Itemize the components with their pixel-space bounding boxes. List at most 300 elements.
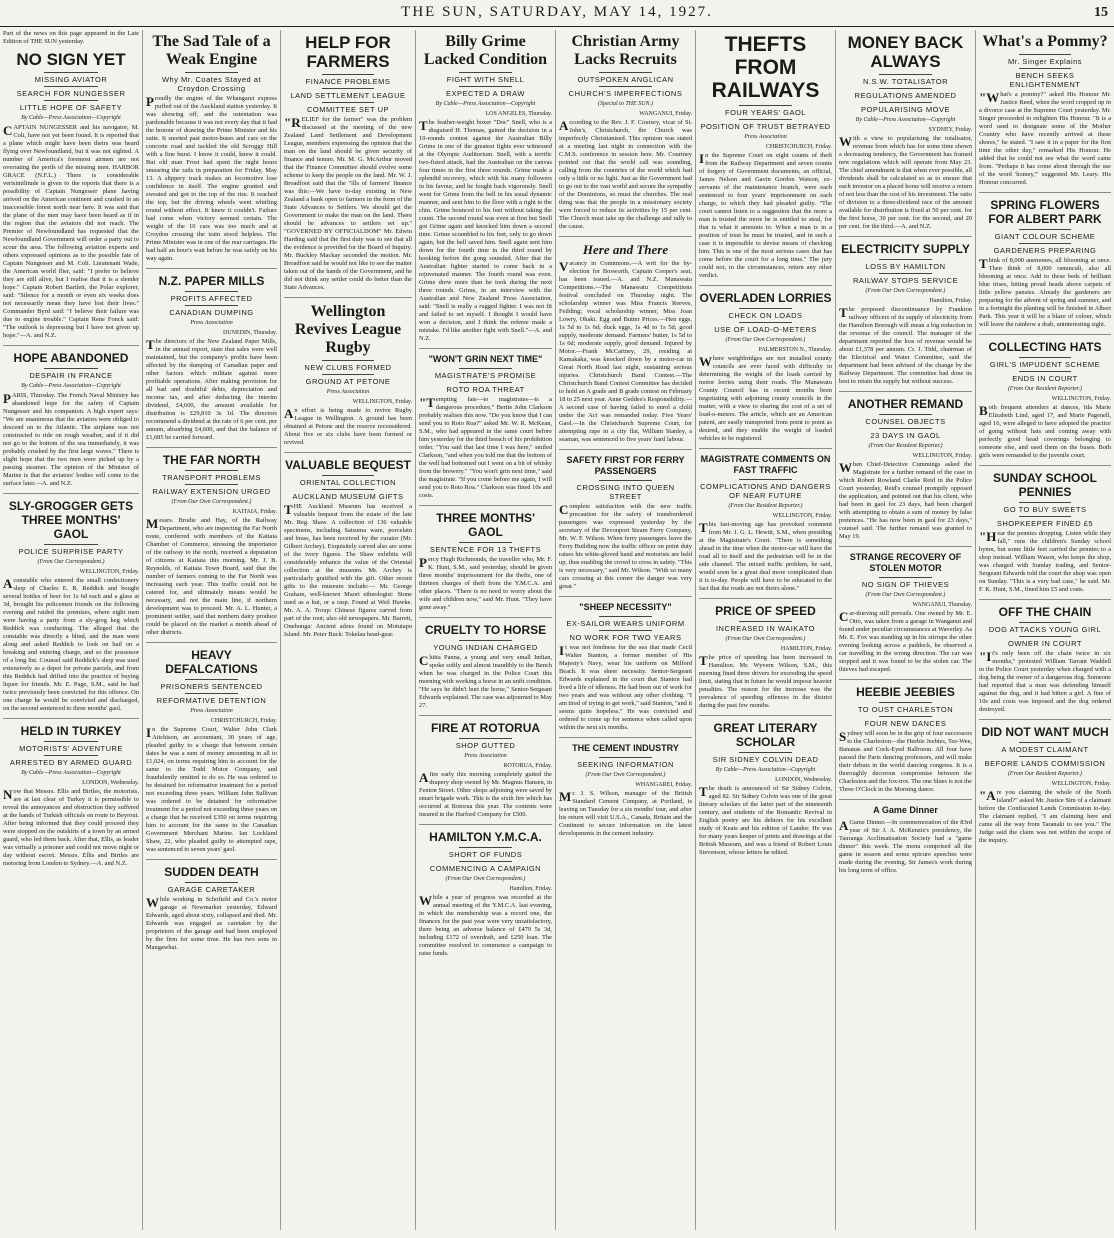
article-byline: Press Association bbox=[744, 134, 787, 140]
article-dateline: WELLINGTON, Friday. bbox=[912, 453, 972, 459]
article bbox=[979, 725, 1111, 850]
article-body: "Hear the pennies dropping. Listen while they fall," runs the children's Sunday school hymn, but some little feet carried the pennies to a shop instead. William Wason, who keeps the shop, was charged with Sunday trading, and Senior-Sergeant Edwards told the court the shop was open on Sunday. "This is a very bad case," he said. Mr. F. K. Hunt, S.M., fined him £5 and costs. bbox=[979, 529, 1111, 593]
article-subhead: OWNER IN COURT bbox=[1008, 639, 1082, 648]
article-body: "Are you claiming the whole of the North Island?" asked Mr. Justice Sim of a claimant before the Confiscated Lands Commission to-day. The claimant replied, "I am claiming here and came all the way from Taranaki to see you." The Judge said the claim was not within the scope of the inquiry. bbox=[979, 788, 1111, 844]
divider-rule bbox=[322, 475, 373, 476]
divider-rule bbox=[44, 100, 98, 101]
article-subhead: POLICE SURPRISE PARTY bbox=[18, 547, 124, 556]
article-subhead: USE OF LOAD-O-METERS bbox=[714, 325, 817, 334]
divider-rule bbox=[599, 616, 652, 617]
article bbox=[3, 724, 139, 873]
divider-rule bbox=[879, 428, 932, 429]
article-headline: GREAT LITERARY SCHOLAR bbox=[713, 721, 818, 749]
divider-rule bbox=[879, 102, 932, 103]
divider-rule bbox=[185, 305, 237, 306]
article-headline: Billy Grime Lacked Condition bbox=[423, 33, 548, 68]
article-subhead: RAILWAY EXTENSION URGED bbox=[152, 487, 271, 496]
article-byline: (From Our Resident Reporter.) bbox=[868, 443, 943, 449]
article-dateline: CHRISTCHURCH, Friday. bbox=[765, 144, 832, 150]
article bbox=[839, 397, 972, 547]
article-body: PARIS, Thursday. The French Naval Ministry has abandoned hope for the safety of Captain Nungesser and his companion. A high expert says: "We are unanimous that the aviators were obliged to descend on to the Atlantic. The airplane was not constructed to ride on rough weather, and if it did not go to the bottom of the sea immediately, it was probably crushed by the first large waves." There is slight hope that the two men were picked up by a passing steamer. The opinion of the Minister of Marine is that the aviators' bodies will come to the surface later.—A. and N.Z. bbox=[3, 391, 139, 487]
article-subhead: A MODEST CLAIMANT bbox=[1001, 745, 1089, 754]
article-subhead: NO WORK FOR TWO YEARS bbox=[569, 633, 682, 642]
article-subhead: SHOP GUTTED bbox=[455, 741, 516, 750]
article-headline: HOPE ABANDONED bbox=[13, 351, 129, 365]
divider-rule bbox=[185, 679, 237, 680]
article-subhead: Mr. Singer Explains bbox=[1007, 57, 1083, 66]
article-headline: "SHEEP NECESSITY" bbox=[579, 602, 672, 612]
article-body: Now that Messrs. Ellis and Birtles, the motorists, are at last clear of Turkey it is permissible to reveal the annoyances and obstruction they suffered at the hands of Turkish officials en route to Beyrout. After being informed that they could proceed they were stopped on the outskirts of a town by an armed guard, who led them back. After that, Ellis, as leader was virtually a prisoner and could not move night or day without escort. Messrs. Ellis and Birtles are motoring from London to Sydney.—A. and N.Z. bbox=[3, 787, 139, 867]
article-headline: Here and There bbox=[582, 242, 669, 257]
divider-rule bbox=[1019, 243, 1072, 244]
divider-rule bbox=[44, 86, 98, 87]
article-subhead: RAILWAY STOPS SERVICE bbox=[853, 276, 958, 285]
article-headline: DID NOT WANT MUCH bbox=[981, 725, 1109, 739]
article-dateline: ROTORUA, Friday. bbox=[503, 763, 552, 769]
page-number: 15 bbox=[1094, 5, 1108, 20]
article bbox=[979, 605, 1111, 720]
article-headline: HAMILTON Y.M.C.A. bbox=[429, 830, 542, 844]
article-subhead: COMMITTEE SET UP bbox=[306, 105, 390, 114]
column-intro: Part of the news on this page appeared in the Late Edition of THE SUN yesterday. bbox=[3, 30, 139, 45]
article-subhead: COMMENCING A CAMPAIGN bbox=[429, 864, 542, 873]
article-headline: HEEBIE JEEBIES bbox=[856, 685, 955, 699]
article-dateline: LONDON, Wednesday. bbox=[82, 780, 139, 786]
article-headline: STRANGE RECOVERY OF STOLEN MOTOR bbox=[849, 552, 962, 573]
article-subhead: POPULARISING MOVE bbox=[861, 105, 950, 114]
article-headline: ELECTRICITY SUPPLY bbox=[841, 242, 970, 256]
article bbox=[419, 511, 552, 618]
divider-rule bbox=[185, 882, 237, 883]
article-body: Afire early this morning completely gutted the drapery shop owned by Mr. Magnus Hansen, in Fenton Street. Other shops adjoining were saved by smart brigade work. This is the sixth fire which has occurred at Rotorua this year. The contents were insured in the Harford Company for £500. bbox=[419, 770, 552, 818]
article bbox=[979, 340, 1111, 466]
column-5 bbox=[555, 30, 695, 1230]
article-body: Proudly the engine of the Whangarei express puffed out of the Auckland station yesterday. It was showing off, and the ostentation was pardonable because it was not every day that it had the honour of drawing the Prime Minister and his suite. It snorted past motor-buses and cars on the concrete road and tackled the old Scroggy Hill with a fine burst. I know it could, knew it could. But old man Frost had spent the night hours smearing the rails in preparation for Friday, May 13. A slippery track makes an locomotive lose confidence in itself. The engine grunted and sweated and got to the top of the rise. It reached the top, but the driving wheels went whirling round without effect. It knew it couldn't. Failure had come when victory seemed certain. The weight of the 10 cars was too much and at Croydon crossing the train stood helpless. The Prime Minister was in one of the rear carriages. He had half an hour's wait before he was safely on his way again. bbox=[146, 94, 277, 262]
article-headline: NO SIGN YET bbox=[16, 50, 126, 69]
divider-rule bbox=[459, 861, 512, 862]
article-body: When Chief-Detective Cummings asked the Magistrate for a further remand of the case in which Robert Rowland Clarke Reid in the Police Court yesterday, Reid's counsel promptly opposed the application, and pointed out that his client, who had been in gaol for 23 days, had been charged with attempting to obtain a sum of money by false pretences. "He has now been in gaol for 23 days," counsel said. The further remand was granted to May 19. bbox=[839, 460, 972, 540]
article-dateline: WHANGAREI, Friday. bbox=[635, 782, 692, 788]
article-dateline: KAITAIA, Friday. bbox=[232, 509, 277, 515]
divider-rule bbox=[459, 382, 512, 383]
article-body: Sydney will soon be in the grip of four successors to the Charleston—the Heebie Jeebies, Tee-Wee, Bananas and Cock-Eyed Ballroom. All four have passed the Paris dancing professors, and will make their debuts in the world dancing congress. It is a thoroughly decorous compromise between the Charleston and the fox-trot. The one blues is not the Three O'Clock in the Morning dance. bbox=[839, 729, 972, 793]
article-body: In the Supreme Court on eight counts of theft from the Railway Department and seven counts of forgery of Government documents, an official, James Nelson and Gavin Gordon Watson, ex-servants of the maintenance branch, were each sentenced to four years' imprisonment on each charge, to which they had pleaded guilty. "The court cannot listen to a suggestion that the more a man is trusted the more he is entitled to steal, for that is what it amounts to. When a man is in a position of trust he must be trusted, and in such a case it is impossible to devise means of checking him. This is one of the most serious cases that has come before the court for a long time." The jury could not, in the circumstances, return any other verdict. bbox=[699, 151, 832, 279]
divider-rule bbox=[1019, 229, 1072, 230]
article-body: The feather-weight boxer "Doc" Snell, who is a disguised H. Thomas, gained the decision in a 10-rounds contest against the Australian Billy Grime in one of the greatest fights ever witnessed at the Olympic Auditorium. Snell, with a terrific two-fisted attack, had the Australian on the canvas four times in the first three rounds. Grime made a splendid recovery, which with his many followers in his favour, and he fought back vigorously. Snell went for Grime from the bell in his usual dynamic manner, and sent him to the floor with a right to the chin. Grime bounced to his feet without taking the count. The second round was even at first but Snell got Grime again and knocked him down a second time. Grime scrambled to his feet, only to go down again, but the bell saved him. Snell again sent him down for the fourth time in the third round by hooking before the gong sounded. After that the Australian fighter started to come back in a rejuvenated manner. The fourth round was even. Grime drew more than he took during the next three rounds. Grime, in an interview with the Australian and New Zealand Press Association, said: "Snell is really a rugged fighter. I was not fit and failed to set myself. I thought I would have won a decision, and I think the referee made a mistake. I'd like another fight with Snell."—A. and N.Z. bbox=[419, 118, 552, 342]
article-byline: Press Association bbox=[464, 753, 507, 759]
article bbox=[146, 648, 277, 860]
divider-rule bbox=[459, 368, 512, 369]
article-byline: (From Our Resident Reporter.) bbox=[1007, 386, 1083, 392]
divider-rule bbox=[322, 360, 373, 361]
divider-rule bbox=[879, 259, 932, 260]
article bbox=[699, 454, 832, 599]
article-subhead: N.S.W. TOTALISATOR bbox=[863, 77, 948, 86]
article-body: "What's a pommy?" asked His Honour Mr. Justice Reed, when the word cropped up in a divorce case at the Supreme Court yesterday. Mr. Singer proceeded to enlighten His Honour. "It is a word used to designate some of the Mother Country who have recently arrived at these shores," he stated. "I saw it in a paper for the first time the other day," remarked His Honour. He added that he could not see what the word came from. "Perhaps it has come about through the use of the word 'homey,'" suggested Mr. Leary. His Honour concurred. bbox=[979, 90, 1111, 186]
article-dateline: LOS ANGELES, Thursday. bbox=[485, 111, 552, 117]
article bbox=[419, 830, 552, 963]
article-body: According to the Rev. J. F. Coursey, vicar of St. John's, Christchurch, the Church was imperfectly Christianised. This opinion was stated at a meeting last night in connection with the C.M.S. conference in session here. Mr. Courtney pointed out that the world call was sounding, calling from the countries of the world which had only a little or no light. Just as the Government had to go out to the vast world and secure the sympathy of the Dominions, so must the churches. The real thing was that the people in a missionary society were forced to reduce its activities by 15 per cent. The Church must take up the challenge and rally to the cause. bbox=[559, 118, 692, 230]
article-subhead: ARRESTED BY ARMED GUARD bbox=[9, 758, 133, 767]
article-subhead: SHORT OF FUNDS bbox=[448, 850, 523, 859]
article-subhead: SHOPKEEPER FINED £5 bbox=[996, 519, 1094, 528]
divider-rule bbox=[459, 847, 512, 848]
article-subhead: LAND SETTLEMENT LEAGUE bbox=[290, 91, 406, 100]
article-body: This fast-moving age has provoked comment from Mr. J. G. L. Hewitt, S.M., when presiding at the Magistrate's Court. "There is something ahead in the time when the motor-car will have the road all to itself and the pedestrian will be in the side channel. The mixed traffic problem, he said, would soon be a great deal more complicated than it is to-day. People will have to be educated to the fact that the roads are not theirs alone." bbox=[699, 520, 832, 592]
article-byline: Press Association bbox=[190, 320, 233, 326]
article bbox=[146, 33, 277, 269]
article-byline: (From Our Own Correspondent.) bbox=[445, 876, 526, 882]
article-body: THE Auckland Museum has received a valuable bequest from the estate of the late Mr. Reg. Shaw. A collection of 136 valuable specimens, including Satsuma ware, porcelain and brass, has been received by the curator (Mr. Gilbert Archey). Exquisitely carved also are some of the ivory figures. The Shaw exhibits will considerably enhance the value of the Oriental collection at the museum. Mr. Archey is particularly gratified with the gift. Other recent gifts to the museum include:— Mr. George Graham, well-known Maori ethnologist: Stone used as a hui, or a rasp. Found at Weil Hawke. Mr. A. A. Troup: Chinese figures carved from part of the root; also old newspapers. Mr. Barrett, Onehunga: Ancient adzes found on Motutapu Island. Mr. Peter Buck: Tokelau head-gear. bbox=[284, 502, 412, 638]
article-byline: By Cable—Press Association—Copyright bbox=[715, 767, 816, 773]
article-byline: (From Our Correspondent.) bbox=[37, 559, 105, 565]
article bbox=[3, 50, 139, 346]
divider-rule bbox=[185, 72, 237, 73]
divider-rule bbox=[1019, 502, 1072, 503]
article-byline: Press Association bbox=[190, 708, 233, 714]
article-subhead: LITTLE HOPE OF SAFETY bbox=[19, 103, 123, 112]
article-byline: By Cable—Press Association—Copyright bbox=[21, 383, 121, 389]
article-headline: VALUABLE BEQUEST bbox=[285, 458, 411, 472]
divider-rule bbox=[322, 374, 373, 375]
divider-rule bbox=[1019, 622, 1072, 623]
divider-rule bbox=[185, 693, 237, 694]
article-headline: "WON'T GRIN NEXT TIME" bbox=[428, 354, 543, 364]
article-body: While working in Schofield and Co.'s motor garage at Newmarket yesterday, Edward Edwards, aged about sixty, collapsed and died. Mr. Edwards was engaged as caretaker by the proprietors of the garage and had been employed by the firm for some time. He has two sons in Mangawhai. bbox=[146, 895, 277, 951]
divider-rule bbox=[1019, 756, 1072, 757]
article-body: Messrs. Brodie and Hay, of the Railway Department, who are inspecting the Far North route, conferred with members of the Kaitaia Chamber of Commerce, stressing the importance of the railway to the north, received a deputation of citizens at Kaitaia this morning. Mr. J. B. Reynolds, of Kaitaia Town Board, said that the number of farmers coming to the Far North was increasing each year. This traffic could not be catered for, and ultimately means would be necessary, and not the main line, if northern development was to proceed. Mr. A. L. Hunter, a prominent settler, said that northern dairy produce could be placed on the market a month ahead of other districts. bbox=[146, 516, 277, 636]
article-subhead: FOUR NEW DANCES bbox=[864, 719, 947, 728]
article-headline: CRUELTY TO HORSE bbox=[424, 623, 547, 637]
article bbox=[146, 274, 277, 448]
article bbox=[699, 33, 832, 286]
article-subhead: COUNSEL OBJECTS bbox=[865, 417, 946, 426]
column-8 bbox=[975, 30, 1114, 1230]
divider-rule bbox=[739, 308, 792, 309]
article-headline: THEFTS FROM RAILWAYS bbox=[711, 33, 820, 102]
article-headline: MAGISTRATE COMMENTS ON FAST TRAFFIC bbox=[700, 454, 831, 475]
article-body: "It's only been off the chain twice in six months," protested William Tarrant Waddell in the Police Court yesterday when charged with a dog being the owner of a dangerous dog. Someone had reported that a man was defending himself against the dog, and it had bitten a girl. A fine of 10s and costs was imposed and the dog ordered destroyed. bbox=[979, 649, 1111, 713]
article bbox=[559, 455, 692, 597]
article-byline: (From Our Own Correspondent.) bbox=[865, 592, 946, 598]
article bbox=[146, 865, 277, 957]
article-headline: SUNDAY SCHOOL PENNIES bbox=[992, 471, 1098, 499]
article-subhead: REFORMATIVE DETENTION bbox=[156, 696, 267, 705]
article-headline: OFF THE CHAIN bbox=[998, 605, 1092, 619]
article bbox=[146, 453, 277, 643]
article-body: "RELIEF for the farmer" was the problem discussed at the meeting of the new Zealand Land Settlement and Development League, members expressing the opinion that the man on the land should be given security of finance and tenure. Mr. M. G. McArthur moved that the Finance Committee should evolve some scheme to keep the people on the land. Mr. W. J. Broadfoot said that the "ills of farmers' finance was this:—We have to-day existing in New Zealand a bank open to farmers in the form of the State Advances to Settlers. We should get the Government to make the man on the land. There should be advances to settlers set up." "GOVERNED BY OFFICIALDOM" Mr. Edwin Harding said that the first duty was to see that all the evidence is provided for the Board of Inquiry. Mr. Buckley Mackay seconded the motion. Mr. Broadfoot said he would not like to see the matter taken out of the hands of the Government, and he did not think any settler could do better than the State Advances. bbox=[284, 115, 412, 291]
divider-rule bbox=[879, 273, 932, 274]
column-1 bbox=[0, 30, 142, 1230]
article bbox=[419, 721, 552, 825]
article-subhead: TRANSPORT PROBLEMS bbox=[162, 473, 261, 482]
article-subhead: FOUR YEARS' GAOL bbox=[725, 108, 806, 117]
divider-rule bbox=[599, 480, 652, 481]
column-4 bbox=[415, 30, 555, 1230]
divider-rule bbox=[879, 577, 932, 578]
article bbox=[839, 552, 972, 680]
article-headline: HELD IN TURKEY bbox=[20, 724, 122, 738]
article-subhead: EXPECTED A DRAW bbox=[446, 89, 525, 98]
divider-rule bbox=[1019, 54, 1072, 55]
article bbox=[284, 458, 412, 644]
article-headline: Christian Army Lacks Recruits bbox=[571, 33, 680, 68]
article-subhead: GIANT COLOUR SCHEME bbox=[994, 232, 1096, 241]
divider-rule bbox=[1019, 516, 1072, 517]
article-byline: (From Our Resident Reporter.) bbox=[1007, 771, 1083, 777]
article-headline: N.Z. PAPER MILLS bbox=[158, 274, 265, 288]
divider-rule bbox=[739, 119, 792, 120]
divider-rule bbox=[599, 630, 652, 631]
article-body: In the Supreme Court, Walter John Clark Aitchison, an accountant, 30 years of age, pleaded guilty to a charge that between certain dates he was a sum of money amounting in all to £1,024, on terms requiring him to account for the same to the Todd Motor Company, and fraudulently omitted to do so. He was ordered to be detained for reformative treatment for a period not exceeding three years. William John Sullivan was ordered to be detained for reformative treatment for a period not exceeding three years on a charge that he received £350 on terms requiring him to account for the same to the Canadian Government Merchant Marine. Ian Lockland Shaw, 22, who pleaded guilty to attempted rape, was sentenced to seven years' gaol. bbox=[146, 725, 277, 853]
article-subhead: SENTENCE FOR 13 THEFTS bbox=[429, 545, 542, 554]
article-subhead: CHURCH'S IMPERFECTIONS bbox=[568, 89, 683, 98]
article-byline: (From Our Own Correspondent.) bbox=[725, 636, 806, 642]
article-byline: (From Our Own Correspondent.) bbox=[865, 288, 946, 294]
article-subhead: DESPAIR IN FRANCE bbox=[29, 371, 113, 380]
article-byline: (From Our Own Correspondent.) bbox=[725, 337, 806, 343]
divider-rule bbox=[879, 88, 932, 89]
article-subhead: DOG ATTACKS YOUNG GIRL bbox=[988, 625, 1102, 634]
article-byline: By Cable—Press Association—Copyright bbox=[21, 770, 121, 776]
article-subhead: POSITION OF TRUST BETRAYED bbox=[700, 122, 831, 131]
article-body: Complete satisfaction with the new traffic precaution for the safety of transbordered passengers was expressed yesterday by the secretary of the Devonport Steam Ferry Company, Mr. W. F. Wilson. When ferry passengers leave the Ferry Building now the traffic officer on point duty raises his white-gloved hand and motorists are held up, thus enabling the crowd to cross in safety. "This is very necessary," said Mr. Wilson. "With so many cars crossing at this corner the danger was very great." bbox=[559, 502, 692, 590]
article-dateline: WELLINGTON, Friday. bbox=[772, 513, 832, 519]
divider-rule bbox=[459, 640, 512, 641]
article-subhead: LOSS BY HAMILTON bbox=[865, 262, 946, 271]
divider-rule bbox=[599, 72, 652, 73]
article-body: "Tempting fate—to magistrates—is a dangerous procedure," Bertie John Clarkson probably realises this now. "Do you know that I can send you to Roto Roa?" asked Mr. W. R. McKean, S.M., who had appeared in the same court before him yesterday for the third breach of his prohibition order. "You said that last time I was here," smiled Clarkson, "and when you told me that the bottom of the well had bottomed out I went on a bit of whisky from the brewery." "You won't grin next time," said the magistrate. "If you come before me again, I will send you to Roto Roa." Clarkson was fined 10s and costs. bbox=[419, 395, 552, 499]
article-headline: A Game Dinner bbox=[873, 805, 938, 815]
article-body: Vacancy in Comnmons.—A writ for the by-election for Bosworth, Captain Cooper's seat, has been issued.—A. and N.Z. Manawatu Competitions.—The Manawatu Competitions festival concluded on Thursday night. The scholarship winner was Miss Francis Reeves, Feilding; vocal scholarship winner, Miss Joan Lowry, Ohaki. Egg and Butter Prices.—Hen eggs, 1s 5d to 1s 6d; duck eggs, 1s 4d to 1s 5d; good supply, moderate demand. Farmers' butter, 1s 5d to 1s 6d; moderate supply, good demand. Injured by Motor.—Frank McCartney, 29, residing at Kamakaka, was knocked down by a motor-car in Great North Road last night, sustaining serious injuries. Christchurch Band Contest.—The Christchurch Band Contest Committee has decided to hold an A grade and B grade contest on February 18 to 25 next year. Anne Geddes's Responsibility.—A second case of having failed to enrol a child under the Act was remanded today. Five Years' Gaol.—In the Christchurch Supreme Court, for attempting rape in a city flat, William Stanley, a seaman, was sentenced to five years' hard labour. bbox=[559, 259, 692, 443]
article bbox=[3, 499, 139, 719]
article-dateline: Hamilton, Friday. bbox=[929, 298, 972, 304]
article bbox=[839, 242, 972, 392]
article-headline: SPRING FLOWERS FOR ALBERT PARK bbox=[988, 198, 1102, 226]
article-subhead: SEEKING INFORMATION bbox=[577, 760, 674, 769]
article-subhead: OUTSPOKEN ANGLICAN bbox=[577, 75, 674, 84]
article-subhead: 23 DAYS IN GAOL bbox=[870, 431, 941, 440]
divider-rule bbox=[459, 86, 512, 87]
article bbox=[839, 805, 972, 880]
article bbox=[839, 685, 972, 800]
article-headline: HEAVY DEFALCATIONS bbox=[165, 648, 258, 676]
article-dateline: WANGANUI, Friday. bbox=[639, 111, 692, 117]
divider-rule bbox=[739, 752, 792, 753]
article-byline: Press Association bbox=[326, 389, 370, 395]
article-subhead: CROSSING INTO QUEEN STREET bbox=[576, 483, 675, 501]
divider-rule bbox=[1019, 371, 1072, 372]
article-subhead: TO OUST CHARLESTON bbox=[857, 705, 954, 714]
article-body: Aconstable who entered the small confectionery shop of Charles E. R. Reddick and bought several bottles of beer for 1s 6d each and a glass at 3d, brought his policemen friends on the following evening and raided the premises, where eight men were having a party from a sly-grog keg which Reddick was conducting. The alleged that the constable was directly a blind, and the man went along and asked Reddick to look on bail on a breaking and entering charge, and so the possessor of a long list. Counsel said Reddick's shop was used extensively as a depot for private parcels, and from this Reddick had drifted into the practice of buying liquor for friends. Mr. E. Page, S.M., said he had twice previously been convicted for this offence. On one charge he would be convicted and discharged, on the second sentenced to three months' gaol. bbox=[3, 576, 139, 712]
article bbox=[419, 623, 552, 716]
masthead-title: THE SUN, SATURDAY, MAY 14, 1927. bbox=[401, 4, 713, 20]
article-headline: Wellington Revives League Rugby bbox=[294, 303, 402, 356]
article-dateline: DUNEDIN, Thursday. bbox=[223, 330, 277, 336]
divider-rule bbox=[879, 414, 932, 415]
divider-rule bbox=[44, 368, 98, 369]
article bbox=[559, 602, 692, 738]
article-headline: MONEY BACK ALWAYS bbox=[847, 33, 964, 71]
article-headline: COLLECTING HATS bbox=[988, 340, 1102, 354]
article-byline: (From Our Own Correspondent.) bbox=[171, 499, 252, 505]
article-subhead: MAGISTRATE'S PROMISE bbox=[434, 371, 537, 380]
article-dateline: SYDNEY, Friday. bbox=[928, 127, 972, 133]
divider-rule bbox=[322, 88, 373, 89]
divider-rule bbox=[44, 755, 98, 756]
article-subhead: ENDS IN COURT bbox=[1012, 374, 1078, 383]
article-subhead: FIGHT WITH SNELL bbox=[446, 75, 525, 84]
divider-rule bbox=[322, 489, 373, 490]
divider-rule bbox=[185, 484, 237, 485]
article-body: The death is announced of Sir Sidney Colvin, aged 82. Sir Sidney Colvin was one of the great literary scholars of the latter part of the nineteenth century, and students of the Romantic Revival in English poetry are his debtors for his excellent study of Keats and his edition of Landor. He was for many years keeper of prints and drawings at the British Museum, and was a friend of Robert Louis Stevenson, whose letters he edited. bbox=[699, 784, 832, 856]
article-body: The directors of the New Zealand Paper Mills, in the annual report, state that sales were well maintained, but the company's profits have been affected by the dumping of Canadian paper and other factors which militate against more profitable operations. After making provision for all bad and doubtful debts, depreciation and income tax, and after deducting the interim dividend, £4,600, the amount available for distribution is £29,810 3s 1d. The directors recommend a dividend at the rate of 6 per cent. per annum, absorbing £4,600, and that the balance of £1,685 be carried forward. bbox=[146, 337, 277, 441]
article-subhead: PROFITS AFFECTED bbox=[170, 294, 253, 303]
article-subhead: BEFORE LANDS COMMISSION bbox=[984, 759, 1106, 768]
article-dateline: LONDON, Wednesday. bbox=[775, 777, 832, 783]
article bbox=[979, 198, 1111, 335]
column-6 bbox=[695, 30, 835, 1230]
article-body: While a year of progress was recorded at the annual meeting of the Y.M.C.A. last evening, in which the membership was a record one, the finances for the past year were very unsatisfactory, there being an adverse balance of £479 5s 3d, including £172 of overdraft, and £250 loan. The committee resolved to commence a campaign to raise funds. bbox=[419, 893, 552, 957]
article-byline: By Cable—Press Association—Copyright bbox=[855, 117, 956, 123]
article bbox=[419, 354, 552, 506]
article-subhead: EX-SAILOR WEARS UNIFORM bbox=[566, 619, 685, 628]
article bbox=[699, 604, 832, 716]
article-body: Think of 8,000 anemones, all blooming at once. Then think of 8,000 ranunculi, also all blooming at once. Add to these beds of brilliant blue irises, hitting proud heads above carpets of little yellow pansies. Already the gardeners are preparing for the advent of spring and summer, and in a fortnight the planting will be finished in Albert Park. This year it will be a blaze of colour, which will leave the rainbow a drab, uninteresting sight. bbox=[979, 256, 1111, 328]
divider-rule bbox=[459, 72, 512, 73]
article-subhead: MISSING AVIATOR bbox=[34, 75, 108, 84]
divider-rule bbox=[879, 74, 932, 75]
article-subhead: Why Mr. Coates Stayed at Croydon Crossing bbox=[161, 75, 262, 93]
article-byline: (Special to THE SUN.) bbox=[598, 101, 653, 107]
article-headline: HELP FOR FARMERS bbox=[305, 33, 391, 71]
article bbox=[979, 33, 1111, 193]
article-byline: (From Our Own Correspondent.) bbox=[585, 772, 666, 778]
article-subhead: ORIENTAL COLLECTION bbox=[299, 478, 397, 487]
divider-rule bbox=[459, 542, 512, 543]
divider-rule bbox=[739, 479, 792, 480]
article-subhead: COMPLICATIONS AND DANGERS OF NEAR FUTURE bbox=[700, 482, 831, 500]
article-headline: FIRE AT ROTORUA bbox=[430, 721, 541, 735]
divider-rule bbox=[1019, 68, 1072, 69]
article-subhead: CANADIAN DUMPING bbox=[169, 308, 254, 317]
divider-rule bbox=[879, 702, 932, 703]
article-headline: THREE MONTHS' GAOL bbox=[436, 511, 535, 539]
article-byline: By Cable—Press Association—Copyright bbox=[435, 101, 536, 107]
article-subhead: GO TO BUY SWEETS bbox=[1003, 505, 1087, 514]
article-subhead: AUCKLAND MUSEUM GIFTS bbox=[292, 492, 404, 501]
article-subhead: GIRL'S IMPUDENT SCHEME bbox=[989, 360, 1101, 369]
column-3 bbox=[280, 30, 415, 1230]
article-subhead: GARAGE CARETAKER bbox=[167, 885, 256, 894]
article-body: Where weighbridges are not installed county councils are ever faced with difficulty in determining the weight of the loads carried by motor lorries using their roads. The Manawatu County Council has in recent months been negotiating with adjoining county councils in the matter, with a view to sharing the cost of a set of load-o-meters. The article, which are an American patent, are easily transported from point to point as desired, and they enable the weight of loaded vehicles to be registered. bbox=[699, 354, 832, 442]
article-dateline: Hamilton, Friday. bbox=[509, 886, 552, 892]
article bbox=[559, 743, 692, 843]
article bbox=[3, 351, 139, 494]
article-subhead: ROTO ROA THREAT bbox=[446, 385, 525, 394]
article bbox=[559, 242, 692, 450]
article-subhead: PRISONERS SENTENCED bbox=[160, 682, 263, 691]
article-subhead: INCREASED IN WAIKATO bbox=[715, 624, 816, 633]
article-dateline: WANGANUI, Thursday. bbox=[912, 602, 972, 608]
article-subhead: BENCH SEEKS ENLIGHTENMENT bbox=[1009, 71, 1081, 89]
article-headline: SAFETY FIRST FOR FERRY PASSENGERS bbox=[566, 455, 685, 476]
article-headline: SUDDEN DEATH bbox=[164, 865, 259, 879]
article-subhead: CHECK ON LOADS bbox=[728, 311, 803, 320]
article-headline: THE FAR NORTH bbox=[162, 453, 261, 467]
article-body: Percy Hugh Richmonds, the traveller who, Mr. F. K. Hunt, S.M., said yesterday, should be given three months' imprisonment for the thefts, one of thirteen charges of theft from the Y.M.C.A. and other places. "There is no need to worry about the wife and children now," said Mr. Hunt. "They have gone away." bbox=[419, 555, 552, 611]
article bbox=[419, 33, 552, 349]
divider-rule bbox=[322, 102, 373, 103]
article-headline: SLY-GROGGER GETS THREE MONTHS' GAOL bbox=[8, 499, 134, 541]
divider-rule bbox=[599, 757, 652, 758]
article-dateline: WELLINGTON, Friday. bbox=[79, 569, 139, 575]
article-subhead: SIR SIDNEY COLVIN DEAD bbox=[712, 755, 819, 764]
divider-rule bbox=[44, 741, 98, 742]
article-dateline: WELLINGTON, Friday. bbox=[1051, 781, 1111, 787]
article-headline: PRICE OF SPEED bbox=[715, 604, 816, 618]
article-body: An effort is being made to revive Rugby League in Wellington. A ground has been obtained at Petone and the reserve reconsidered. About five or six clubs have been formed or revived. bbox=[284, 406, 412, 446]
article-dateline: WELLINGTON, Friday. bbox=[1051, 396, 1111, 402]
article-headline: THE CEMENT INDUSTRY bbox=[572, 743, 679, 753]
article bbox=[839, 33, 972, 237]
article-body: With a view to popularising the totalisator, revenue from which has for some time shown a decreasing tendency, the Government has framed new regulations which will operate from May 23. The chief amendment is that when ever possible, all dividends shall be calculated so as to ensure that each investor on a placed horse will receive a return of not less than the cost of his investment. The ratio of division to a three-dividend race of the amount available for distribution is fixed at 50 per cent. for the first horse, 30 per cent. for the second, and 20 per cent. for the third.—A. and N.Z. bbox=[839, 134, 972, 230]
divider-rule bbox=[1019, 742, 1072, 743]
divider-rule bbox=[185, 291, 237, 292]
article-body: Car-thieving still prevails. One owned by Mr. E. Otto, was taken from a garage in Wanganui and found under peculiar circumstances at Waverley. As Mr. E. Fox was standing up in his stirrups the other evening looking across a paddock, he observed a car travelling in the wrong direction. The car was stopped and it was found to be the stolen car. The thieves had escaped. bbox=[839, 609, 972, 673]
article-byline: (From Our Resident Reporter.) bbox=[728, 503, 803, 509]
article bbox=[699, 721, 832, 862]
divider-rule bbox=[1019, 636, 1072, 637]
column-7 bbox=[835, 30, 975, 1230]
divider-rule bbox=[879, 716, 932, 717]
article-body: It was not fondness for the sea that made Cecil Walter Stanton, a former member of His Majesty's Navy, wear his uniform on Milford Beach. It was sheer necessity. Senior-Sergeant Edwards explained in the court that Stanton had lived a life of idleness. He had been out of work for two years and was without any other clothing. "I am tired of trying to get work," said Stanton, "and it seems quite hopeless." He was convicted and ordered to come up for sentence when called upon within the next six months. bbox=[559, 643, 693, 731]
article bbox=[559, 33, 692, 237]
article-headline: OVERLADEN LORRIES bbox=[699, 291, 832, 305]
column-2 bbox=[142, 30, 280, 1230]
article-subhead: MOTORISTS' ADVENTURE bbox=[19, 744, 123, 753]
divider-rule bbox=[459, 738, 512, 739]
article-byline: By Cable—Press Association—Copyright bbox=[21, 115, 121, 121]
article-subhead: NO SIGN OF THIEVES bbox=[861, 580, 950, 589]
article-subhead: SEARCH FOR NUNGESSER bbox=[16, 89, 126, 98]
article-body: The price of speeding has been increased in Hamilton. Mr. Wyvern Wilson, S.M., this morning fined three drivers for exceeding the speed limit, stating that in future he would impose heavier penalties. The reason for the increase was the prevalence of speeding offences in the district during the past few months. bbox=[699, 653, 832, 709]
article-body: CAPTAIN NUNGESSER and his navigator, M. Coli, have not yet been found. It is reported that a plane which might have been theirs was heard flying over Newfoundland, but it was not sighted. A number of America's foremost airmen are not overrating the perils of the missing men. HARBOR GRACE (N.F.L.) There is considerable verisimilitude is given to the reports that there is a possibility of Captain Nungesser plane having arrived on the American continent and crashed in an inaccessible forest north near here. It was said that the plane of the men may have been heard as if in the region that the aviators did not reach. The Premier of Newfoundland has requested that the Newfoundland Government will order a party out to scour the area. The following aviation experts and others expressed opinions as to the possible fate of Captain Nungesser and M. Coli. Lieutenant Wade, the American world flier, said: "I prefer to believe they are still alive, but I realise that it is a slender hope." Captain Robert Bartlett, the Polar explorer, said: "Silence for a month or even six weeks does not necessarily mean they have lost their lives." Commander Byrd said: "I believe their failure was due to engine trouble." Captain Rene Fonck said: "The outlook is depressing but I have not given up hope."—A. and N.Z. bbox=[3, 123, 139, 339]
divider-rule bbox=[739, 621, 792, 622]
article-body: AGame Dinner.—In commemoration of the 83rd year of Sir J. A. McKenzie's presidency, the Tauranga Acclimatisation Society had a "game dinner" this week. The menu comprised all the game in season and some epicure speeches were made during the evening, Sir James's work during his long term of office. bbox=[839, 818, 972, 874]
article-subhead: FINANCE PROBLEMS bbox=[305, 77, 391, 86]
article-subhead: NEW CLUBS FORMED bbox=[304, 363, 392, 372]
article bbox=[699, 291, 832, 449]
article-subhead: GARDENERS PREPARING bbox=[993, 246, 1097, 255]
divider-rule bbox=[322, 74, 373, 75]
article bbox=[284, 303, 412, 453]
article bbox=[979, 471, 1111, 600]
divider-rule bbox=[599, 86, 652, 87]
divider-rule bbox=[44, 72, 98, 73]
article-dateline: PALMERSTON N., Thursday. bbox=[758, 347, 832, 353]
article-dateline: CHRISTCHURCH, Friday. bbox=[210, 718, 277, 724]
article-headline: What's a Pommy? bbox=[982, 33, 1108, 50]
divider-rule bbox=[44, 544, 98, 545]
divider-rule bbox=[739, 322, 792, 323]
article-headline: The Sad Tale of a Weak Engine bbox=[152, 33, 271, 68]
divider-rule bbox=[185, 470, 237, 471]
article bbox=[284, 33, 412, 298]
divider-rule bbox=[1019, 357, 1072, 358]
article-headline: ANOTHER REMAND bbox=[847, 397, 964, 411]
masthead bbox=[0, 0, 1114, 27]
